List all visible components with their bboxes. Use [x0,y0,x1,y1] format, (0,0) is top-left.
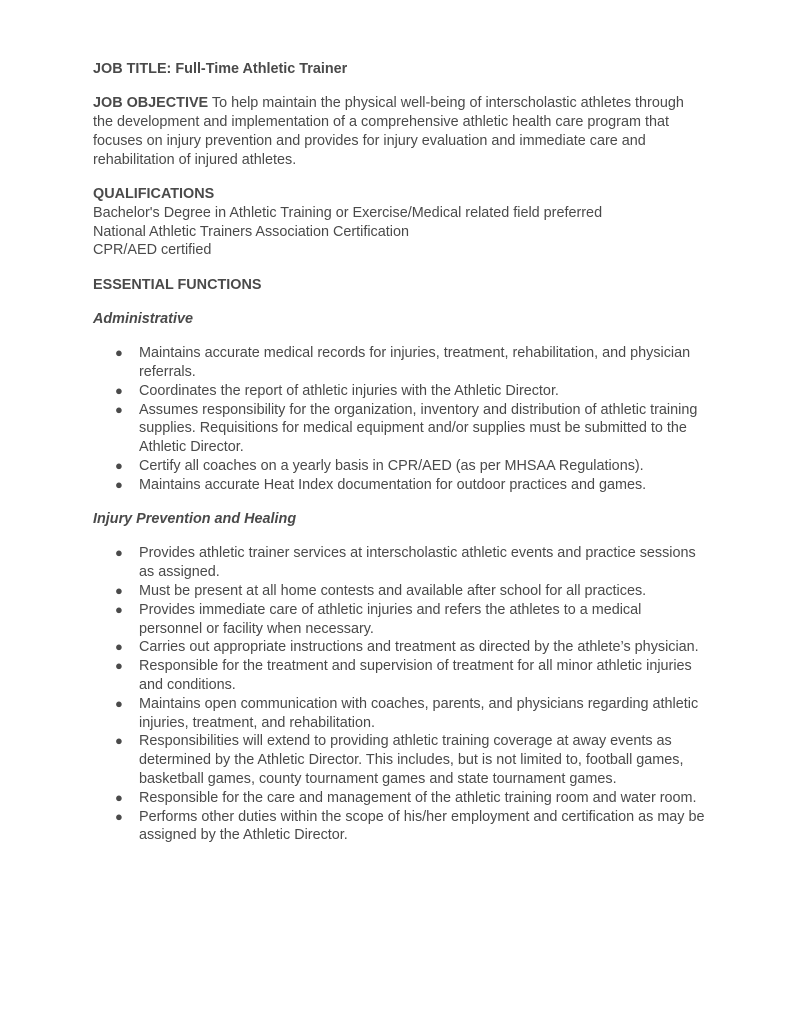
bullet-item-line: Responsible for the care and management of the athletic training room and water room. [139,789,697,806]
bullet-item [93,695,713,733]
job-title-label: JOB TITLE: [93,61,172,77]
bullet-icon: ● [115,401,123,417]
job-title-value: Full-Time Athletic Trainer [175,61,348,77]
bullet-icon: ● [115,345,123,361]
bullet-icon: ● [115,458,123,474]
bullet-icon: ● [115,382,123,398]
job-objective-label: JOB OBJECTIVE [93,95,209,112]
bullet-item [93,732,713,788]
qualifications-section [93,185,713,260]
essential-functions-heading: ESSENTIAL FUNCTIONS [93,276,262,293]
bullet-item-line: injuries, treatment, and rehabilitation. [139,714,375,731]
bullet-icon: ● [115,476,123,492]
document-page [93,60,713,845]
bullet-item-line: Performs other duties within the scope of his/her employment and certification as may be [139,808,705,825]
bullet-item [93,476,713,495]
bullet-item [93,401,713,457]
administrative-list [93,344,713,494]
bullet-item-line: as assigned. [139,564,220,581]
bullet-icon: ● [115,658,123,674]
qualification-item: CPR/AED certified [93,242,212,259]
bullet-item-line: referrals. [139,364,196,381]
injury-prevention-list [93,544,713,845]
bullet-item-line: Coordinates the report of athletic injuries with the Athletic Director. [139,382,559,399]
bullet-item [93,808,713,846]
bullet-item [93,582,713,601]
bullet-item-line: Athletic Director. [139,439,244,456]
bullet-item-line: Assumes responsibility for the organization, inventory and distribution of athletic training [139,401,698,418]
job-objective-line: the development and implementation of a comprehensive athletic health care program that [93,114,669,131]
job-objective-line: focuses on injury prevention and provides for injury evaluation and immediate care and [93,132,646,149]
bullet-item-line: basketball games, county tournament games and state tournament games. [139,771,617,787]
administrative-heading: Administrative [93,310,193,327]
bullet-item [93,457,713,476]
bullet-item-line: Provides athletic trainer services at interscholastic athletic events and practice sessions [139,545,696,562]
bullet-item-line: Certify all coaches on a yearly basis in CPR/AED (as per MHSAA Regulations). [139,458,644,475]
bullet-item [93,344,713,382]
job-objective-line: To help maintain the physical well-being of interscholastic athletes through [211,95,684,112]
injury-prevention-heading: Injury Prevention and Healing [93,511,297,528]
bullet-item-line: Provides immediate care of athletic injuries and refers the athletes to a medical [139,601,642,618]
bullet-item-line: determined by the Athletic Director. This includes, but is not limited to, football games, [139,752,684,769]
bullet-icon: ● [115,583,123,599]
bullet-item-line: supplies. Requisitions for medical equipment and/or supplies must be submitted to the [139,420,687,437]
bullet-item-line: personnel or facility when necessary. [139,620,374,637]
bullet-icon: ● [115,733,123,749]
bullet-icon: ● [115,695,123,711]
job-objective-line: rehabilitation of injured athletes. [93,151,297,168]
bullet-item-line: Responsibilities will extend to providing athletic training coverage at away events as [139,733,672,750]
job-objective [93,94,713,169]
bullet-item-line: Carries out appropriate instructions and treatment as directed by the athlete’s physician. [139,639,699,656]
qualification-item: National Athletic Trainers Association Certification [93,223,409,240]
qualifications-heading: QUALIFICATIONS [93,185,215,202]
bullet-icon: ● [115,808,123,824]
bullet-item-line: Must be present at all home contests and available after school for all practices. [139,583,647,600]
bullet-icon: ● [115,545,123,561]
bullet-item-line: and conditions. [139,677,236,694]
bullet-item-line: Maintains open communication with coaches, parents, and physicians regarding athletic [139,695,699,712]
bullet-item-line: Responsible for the treatment and supervision of treatment for all minor athletic injuries [139,658,692,675]
qualification-item: Bachelor's Degree in Athletic Training or Exercise/Medical related field preferred [93,204,603,221]
bullet-item [93,544,713,582]
bullet-item-line: assigned by the Athletic Director. [139,827,348,844]
bullet-icon: ● [115,601,123,617]
bullet-item [93,638,713,657]
bullet-item-line: Maintains accurate Heat Index documentation for outdoor practices and games. [139,476,647,493]
bullet-icon: ● [115,789,123,805]
job-title [93,60,713,79]
bullet-item [93,657,713,695]
bullet-icon: ● [115,639,123,655]
bullet-item [93,382,713,401]
bullet-item [93,789,713,808]
bullet-item [93,601,713,639]
bullet-item-line: Maintains accurate medical records for injuries, treatment, rehabilitation, and physician [139,345,691,362]
